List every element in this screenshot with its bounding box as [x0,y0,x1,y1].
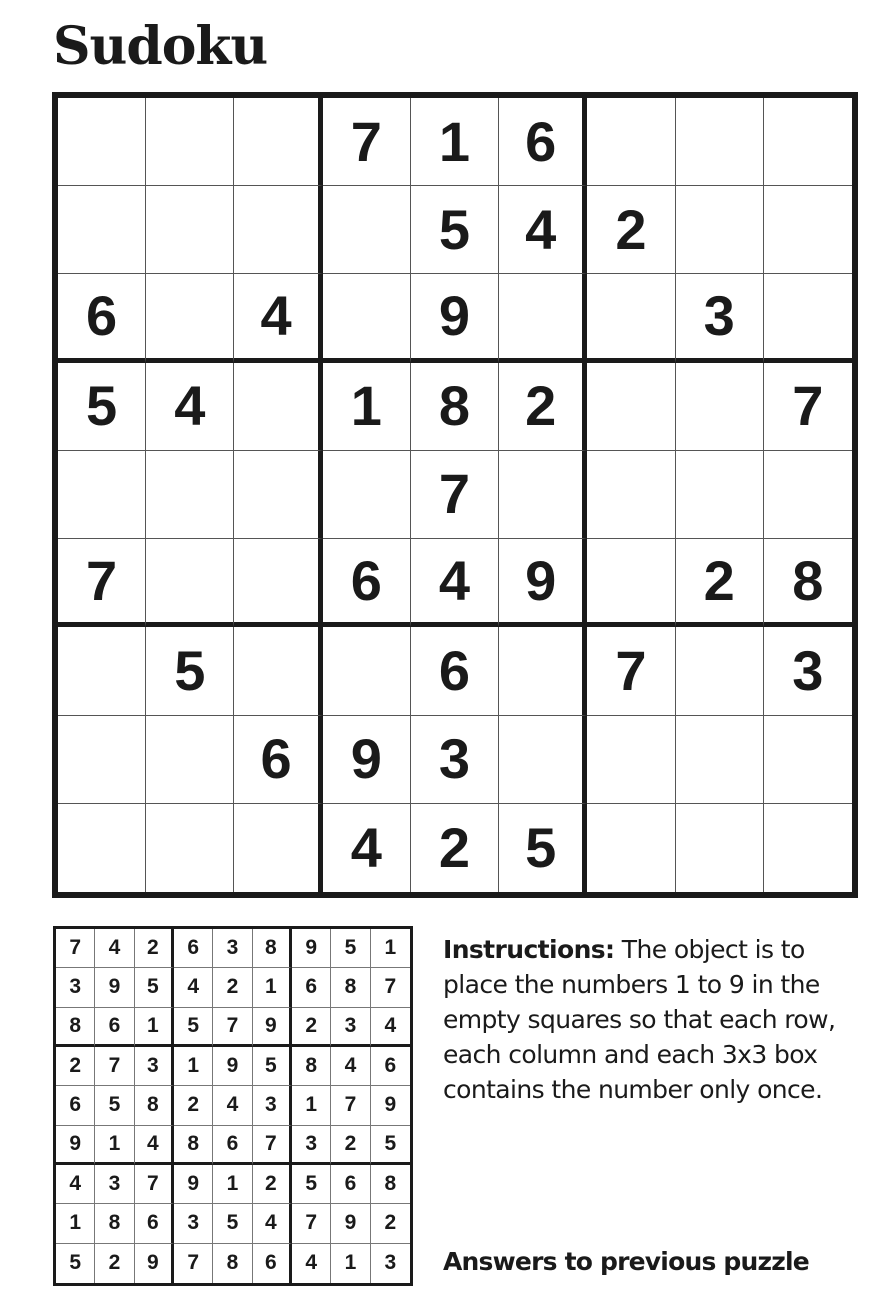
sudoku-cell-r2c6: 4 [499,186,587,274]
answer-cell-r6c5: 6 [213,1126,252,1165]
answer-cell-r8c2: 8 [95,1204,134,1243]
answer-cell-r2c8: 8 [331,968,370,1007]
answer-cell-r4c1: 2 [56,1047,95,1086]
sudoku-cell-r9c3[interactable] [234,804,322,892]
answer-cell-r7c3: 7 [135,1165,174,1204]
instructions [443,932,843,1107]
sudoku-cell-r9c8[interactable] [676,804,764,892]
sudoku-cell-r1c5: 1 [411,98,499,186]
answer-cell-r1c2: 4 [95,929,134,968]
sudoku-cell-r9c6: 5 [499,804,587,892]
sudoku-cell-r3c4[interactable] [323,274,411,362]
answer-cell-r4c9: 6 [371,1047,410,1086]
sudoku-cell-r4c6: 2 [499,363,587,451]
answer-cell-r9c9: 3 [384,1251,397,1275]
sudoku-cell-r2c8[interactable] [676,186,764,274]
sudoku-cell-r1c3[interactable] [234,98,322,186]
answer-cell-r2c1: 3 [56,968,95,1007]
answer-cell-r3c5: 7 [213,1008,252,1047]
sudoku-cell-r6c2[interactable] [146,539,234,627]
answer-cell-r8c3: 6 [135,1204,174,1243]
answer-cell-r2c7: 6 [292,968,331,1007]
answer-cell-r3c3: 1 [135,1008,174,1047]
answer-cell-r1c4: 6 [174,929,213,968]
answer-cell-r6c2: 1 [95,1126,134,1165]
answer-cell-r7c1: 4 [56,1165,95,1204]
sudoku-cell-r8c6[interactable] [499,716,587,804]
answer-cell-r1c7: 9 [292,929,331,968]
sudoku-cell-r2c2[interactable] [146,186,234,274]
answer-cell-r7c7: 5 [292,1165,331,1204]
answer-cell-r7c8: 6 [331,1165,370,1204]
answer-cell-r3c6: 9 [253,1008,292,1047]
answer-cell-r6c8: 2 [331,1126,370,1165]
sudoku-cell-r3c5: 9 [411,274,499,362]
answer-cell-r2c4: 4 [174,968,213,1007]
answer-cell-r5c4: 2 [174,1086,213,1125]
answer-cell-r4c4: 1 [174,1047,213,1086]
answer-cell-r2c9: 7 [371,968,410,1007]
sudoku-cell-r6c4: 6 [323,539,411,627]
answer-cell-r1c5: 3 [213,929,252,968]
answer-cell-r9c2: 2 [95,1244,134,1283]
sudoku-cell-r9c1[interactable] [58,804,146,892]
sudoku-cell-r2c5: 5 [411,186,499,274]
answer-cell-r4c6: 5 [253,1047,292,1086]
sudoku-cell-r9c7[interactable] [587,804,675,892]
sudoku-cell-r8c9[interactable] [764,716,852,804]
answer-cell-r9c7: 4 [292,1244,331,1283]
instructions-label: Instructions: [443,935,615,964]
answer-cell-r1c9: 1 [371,929,410,968]
answer-cell-r8c6: 4 [253,1204,292,1243]
sudoku-cell-r7c4[interactable] [323,627,411,715]
sudoku-cell-r8c3: 6 [234,716,322,804]
answer-cell-r3c7: 2 [292,1008,331,1047]
answer-cell-r5c9: 9 [371,1086,410,1125]
answer-cell-r4c2: 7 [95,1047,134,1086]
answers-grid [53,926,413,1286]
answer-cell-r7c2: 3 [95,1165,134,1204]
sudoku-cell-r5c7[interactable] [587,451,675,539]
answer-cell-r5c2: 5 [95,1086,134,1125]
sudoku-cell-r8c4: 9 [323,716,411,804]
answer-cell-r3c4: 5 [174,1008,213,1047]
sudoku-cell-r1c1[interactable] [58,98,146,186]
sudoku-cell-r6c6: 9 [499,539,587,627]
answer-cell-r4c8: 4 [331,1047,370,1086]
answer-cell-r7c4: 9 [174,1165,213,1204]
answer-cell-r5c1: 6 [56,1086,95,1125]
answer-cell-r9c5: 8 [213,1244,252,1283]
answer-cell-r6c6: 7 [253,1126,292,1165]
answer-cell-r8c7: 7 [292,1204,331,1243]
answer-cell-r8c5: 5 [213,1204,252,1243]
sudoku-cell-r3c1: 6 [58,274,146,362]
sudoku-cell-r1c8[interactable] [676,98,764,186]
answer-cell-r3c8: 3 [331,1008,370,1047]
answer-cell-r3c1: 8 [56,1008,95,1047]
answer-cell-r8c4: 3 [174,1204,213,1243]
sudoku-cell-r7c8[interactable] [676,627,764,715]
sudoku-cell-r3c7[interactable] [587,274,675,362]
sudoku-cell-r1c2[interactable] [146,98,234,186]
sudoku-cell-r6c3[interactable] [234,539,322,627]
answer-cell-r3c9: 4 [371,1008,410,1047]
sudoku-cell-r3c9[interactable] [764,274,852,362]
sudoku-cell-r6c1: 7 [58,539,146,627]
answer-cell-r7c6: 2 [253,1165,292,1204]
sudoku-board [52,92,858,898]
answer-cell-r9c3: 9 [135,1244,174,1283]
answer-cell-r2c5: 2 [213,968,252,1007]
answer-cell-r4c3: 3 [135,1047,174,1086]
sudoku-cell-r1c7[interactable] [587,98,675,186]
answer-cell-r2c2: 9 [95,968,134,1007]
sudoku-cell-r3c3: 4 [234,274,322,362]
answer-cell-r6c9: 5 [371,1126,410,1165]
sudoku-cell-r1c6: 6 [499,98,587,186]
answer-cell-r5c3: 8 [135,1086,174,1125]
answer-cell-r4c5: 9 [213,1047,252,1086]
answer-cell-r8c9: 2 [371,1204,410,1243]
answer-cell-r2c3: 5 [135,968,174,1007]
answer-cell-r6c1: 9 [56,1126,95,1165]
sudoku-cell-r4c8[interactable] [676,363,764,451]
sudoku-cell-r5c4[interactable] [323,451,411,539]
answer-cell-r6c3: 4 [135,1126,174,1165]
page-title: Sudoku [53,16,268,77]
sudoku-cell-r5c2[interactable] [146,451,234,539]
answer-cell-r4c7: 8 [292,1047,331,1086]
sudoku-cell-r9c2[interactable] [146,804,234,892]
sudoku-cell-r5c9[interactable] [764,451,852,539]
answer-cell-r9c1: 5 [56,1244,95,1283]
answer-cell-r2c6: 1 [253,968,292,1007]
sudoku-cell-r9c5: 2 [411,804,499,892]
sudoku-cell-r9c4: 4 [323,804,411,892]
sudoku-cell-r5c6[interactable] [499,451,587,539]
sudoku-cell-r8c2[interactable] [146,716,234,804]
sudoku-cell-r3c2[interactable] [146,274,234,362]
sudoku-cell-r5c5: 7 [411,451,499,539]
sudoku-cell-r7c3[interactable] [234,627,322,715]
sudoku-cell-r8c7[interactable] [587,716,675,804]
sudoku-cell-r7c9: 3 [764,627,852,715]
sudoku-cell-r5c8[interactable] [676,451,764,539]
answer-cell-r8c8: 9 [331,1204,370,1243]
sudoku-cell-r9c9[interactable] [764,804,852,892]
sudoku-cell-r4c3[interactable] [234,363,322,451]
answer-cell-r7c9: 8 [371,1165,410,1204]
sudoku-cell-r7c2: 5 [146,627,234,715]
answer-cell-r1c6: 8 [253,929,292,968]
sudoku-cell-r2c7: 2 [587,186,675,274]
answer-cell-r1c8: 5 [331,929,370,968]
answer-cell-r9c4: 7 [174,1244,213,1283]
sudoku-cell-r7c6[interactable] [499,627,587,715]
answer-cell-r5c6: 3 [253,1086,292,1125]
sudoku-cell-r4c9: 7 [764,363,852,451]
sudoku-cell-r8c8[interactable] [676,716,764,804]
sudoku-cell-r7c5: 6 [411,627,499,715]
sudoku-cell-r4c1: 5 [58,363,146,451]
answers-caption: Answers to previous puzzle [443,1247,809,1276]
sudoku-cell-r8c1[interactable] [58,716,146,804]
answer-cell-r1c3: 2 [135,929,174,968]
answer-cell-r8c1: 1 [56,1204,95,1243]
sudoku-cell-r6c5: 4 [411,539,499,627]
sudoku-cell-r4c7[interactable] [587,363,675,451]
sudoku-cell-r5c1[interactable] [58,451,146,539]
sudoku-cell-r2c4[interactable] [323,186,411,274]
sudoku-cell-r6c9: 8 [764,539,852,627]
sudoku-cell-r5c3[interactable] [234,451,322,539]
sudoku-cell-r1c9[interactable] [764,98,852,186]
sudoku-cell-r3c6[interactable] [499,274,587,362]
sudoku-cell-r4c4: 1 [323,363,411,451]
answer-cell-r1c1: 7 [56,929,95,968]
answer-cell-r9c8: 1 [331,1244,370,1283]
sudoku-cell-r2c3[interactable] [234,186,322,274]
sudoku-cell-r4c5: 8 [411,363,499,451]
answer-cell-r5c5: 4 [213,1086,252,1125]
answer-cell-r6c7: 3 [292,1126,331,1165]
sudoku-cell-r7c7: 7 [587,627,675,715]
sudoku-cell-r1c4: 7 [323,98,411,186]
answer-cell-r5c7: 1 [292,1086,331,1125]
sudoku-cell-r2c9[interactable] [764,186,852,274]
sudoku-cell-r3c8: 3 [676,274,764,362]
sudoku-cell-r4c2: 4 [146,363,234,451]
sudoku-cell-r8c5: 3 [411,716,499,804]
answer-cell-r5c8: 7 [331,1086,370,1125]
answer-cell-r9c6: 6 [253,1244,292,1283]
sudoku-cell-r7c1[interactable] [58,627,146,715]
sudoku-cell-r2c1[interactable] [58,186,146,274]
sudoku-cell-r6c8: 2 [676,539,764,627]
answer-cell-r6c4: 8 [174,1126,213,1165]
instructions-text: The object is to place the numbers 1 to 9 in the empty squares so that each row, each column and each 3x3 box contains the number only once. [443,935,836,1104]
answer-cell-r3c2: 6 [95,1008,134,1047]
answer-cell-r7c5: 1 [213,1165,252,1204]
sudoku-cell-r6c7[interactable] [587,539,675,627]
